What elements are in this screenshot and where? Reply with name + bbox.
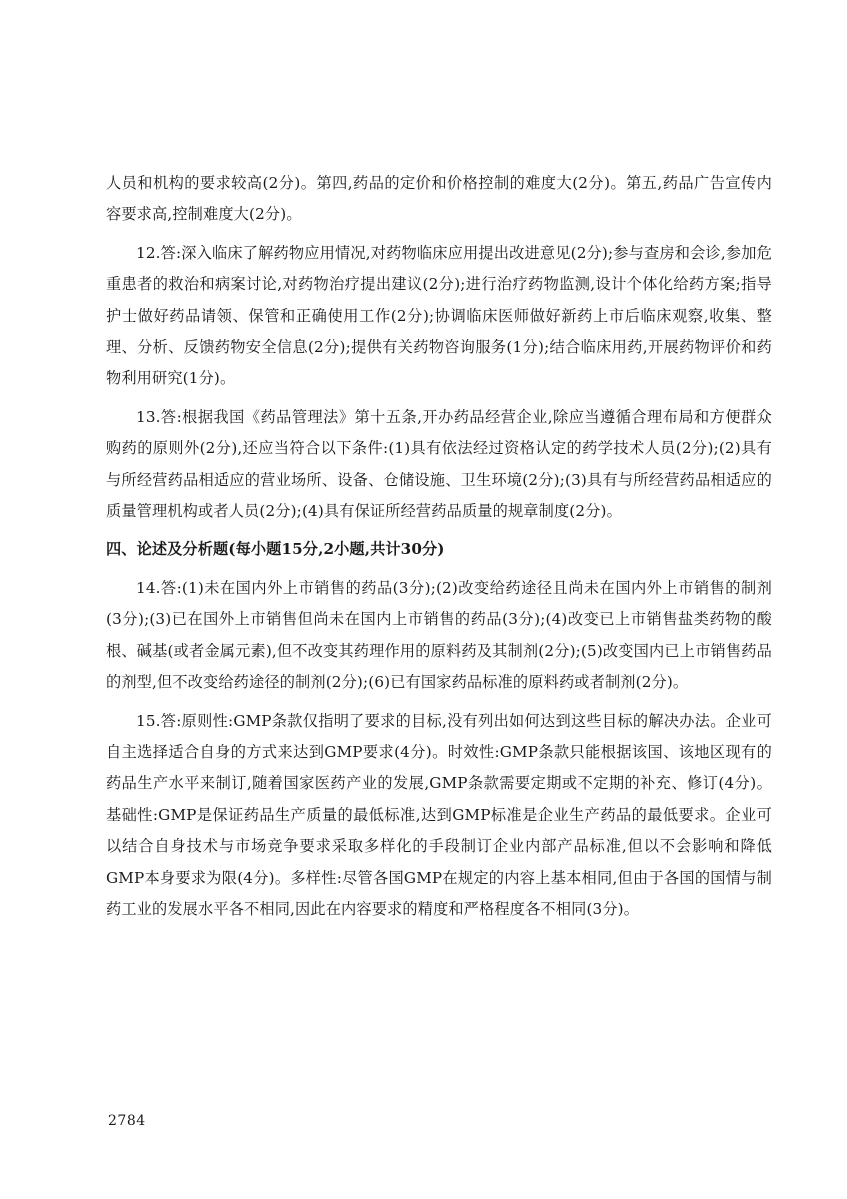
page-number: 2784 — [108, 1113, 146, 1129]
answer-14: 14.答:(1)未在国内外上市销售的药品(3分);(2)改变给药途径且尚未在国内外上市销售的制剂(3分);(3)已在国外上市销售但尚未在国内上市销售的药品(3分);(4)改变已上市销售盐类药物的酸根、碱基(或者金属元素),但不改变其药理作用的原料药及其制剂(2分);(5)改变国内已上市销售药品的剂型,但不改变给药途径的制剂(2分);(6)已有国家药品标准的原料药或者制剂(2分)。 — [106, 578, 772, 692]
answer-13: 13.答:根据我国《药品管理法》第十五条,开办药品经营企业,除应当遵循合理布局和方便群众购药的原则外(2分),还应当符合以下条件:(1)具有依法经过资格认定的药学技术人员(2分);(2)具有与所经营药品相适应的营业场所、设备、仓储设施、卫生环境(2分);(3)具有与所经营药品相适应的质量管理机构或者人员(2分);(4)具有保证所经营药品质量的规章制度(2分)。 — [106, 407, 772, 521]
section-heading: 四、论述及分析题(每小题15分,2小题,共计30分) — [106, 540, 445, 559]
answer-11-continuation: 人员和机构的要求较高(2分)。第四,药品的定价和价格控制的难度大(2分)。第五,药品广告宣传内容要求高,控制难度大(2分)。 — [106, 174, 772, 224]
answer-content — [106, 168, 772, 932]
answer-15: 15.答:原则性:GMP条款仅指明了要求的目标,没有列出如何达到这些目标的解决办法。企业可自主选择适合自身的方式来达到GMP要求(4分)。时效性:GMP条款只能根据该国、该地区现有的药品生产水平来制订,随着国家医药产业的发展,GMP条款需要定期或不定期的补充、修订(4分)。基础性:GMP是保证药品生产质量的最低标准,达到GMP标准是企业生产药品的最低要求。企业可以结合自身技术与市场竞争要求采取多样化的手段制订企业内部产品标准,但以不会影响和降低GMP本身要求为限(4分)。多样性:尽管各国GMP在规定的内容上基本相同,但由于各国的国情与制药工业的发展水平各不相同,因此在内容要求的精度和严格程度各不相同(3分)。 — [106, 711, 772, 918]
answer-12: 12.答:深入临床了解药物应用情况,对药物临床应用提出改进意见(2分);参与查房和会诊,参加危重患者的救治和病案讨论,对药物治疗提出建议(2分);进行治疗药物监测,设计个体化给药方案;指导护士做好药品请领、保管和正确使用工作(2分);协调临床医师做好新药上市后临床观察,收集、整理、分析、反馈药物安全信息(2分);提供有关药物咨询服务(1分);结合临床用药,开展药物评价和药物利用研究(1分)。 — [106, 243, 772, 388]
